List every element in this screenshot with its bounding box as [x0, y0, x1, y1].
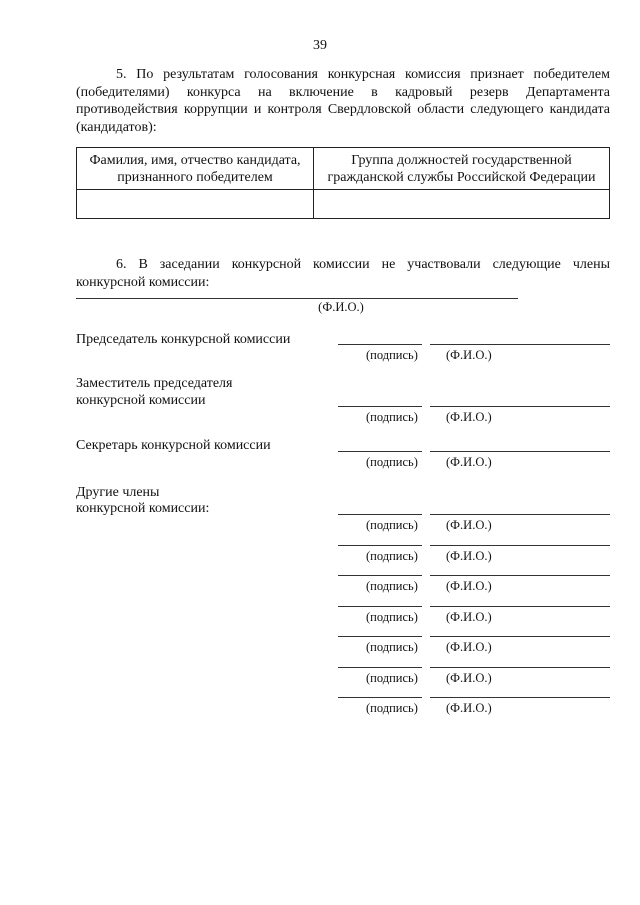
name-line [430, 545, 610, 546]
name-caption: (Ф.И.О.) [446, 640, 492, 654]
name-caption: (Ф.И.О.) [446, 518, 492, 532]
signature-line [338, 575, 422, 576]
signature-line [338, 344, 422, 345]
name-caption: (Ф.И.О.) [446, 410, 492, 424]
name-caption: (Ф.И.О.) [446, 579, 492, 593]
absent-members-caption: (Ф.И.О.) [318, 300, 364, 314]
signature-line [338, 545, 422, 546]
role-secretary: Секретарь конкурсной комиссии [76, 438, 271, 453]
name-caption: (Ф.И.О.) [446, 671, 492, 685]
winners-table [76, 147, 610, 219]
signature-line [338, 451, 422, 452]
role-others-line1: Другие члены [76, 485, 160, 500]
name-caption: (Ф.И.О.) [446, 701, 492, 715]
signature-caption: (подпись) [366, 640, 418, 654]
table-cell-position [314, 190, 610, 219]
name-line [430, 606, 610, 607]
role-chairman: Председатель конкурсной комиссии [76, 332, 291, 347]
signature-caption: (подпись) [366, 701, 418, 715]
table-cell-candidate [77, 190, 314, 219]
paragraph-6: 6. В заседании конкурсной комиссии не участвовали следующие члены конкурсной комиссии: [76, 257, 610, 290]
name-caption: (Ф.И.О.) [446, 455, 492, 469]
signature-caption: (подпись) [366, 348, 418, 362]
name-line [430, 451, 610, 452]
name-caption: (Ф.И.О.) [446, 610, 492, 624]
name-line [430, 406, 610, 407]
table-header-row [77, 148, 610, 190]
header-candidate-name: Фамилия, имя, отчество кандидата, признанного победителем [77, 148, 314, 190]
signature-caption: (подпись) [366, 455, 418, 469]
name-line [430, 514, 610, 515]
signature-line [338, 406, 422, 407]
table-row [77, 190, 610, 219]
signature-caption: (подпись) [366, 410, 418, 424]
name-caption: (Ф.И.О.) [446, 549, 492, 563]
role-deputy-line1: Заместитель председателя [76, 376, 233, 391]
name-line [430, 344, 610, 345]
absent-members-line [76, 298, 518, 299]
header-position-group: Группа должностей государственной гражданской службы Российской Федерации [314, 148, 610, 190]
paragraph-5: 5. По результатам голосования конкурсная комиссия признает победителем (победителями) конкурса на включение в кадровый резерв Департамента противодействия коррупции и контроля Свердловской области следующего кандидата (кандидатов): [76, 67, 610, 135]
signature-caption: (подпись) [366, 518, 418, 532]
name-line [430, 636, 610, 637]
signature-line [338, 667, 422, 668]
signature-line [338, 636, 422, 637]
page-number: 39 [313, 38, 327, 53]
name-line [430, 667, 610, 668]
signature-line [338, 606, 422, 607]
name-line [430, 697, 610, 698]
name-line [430, 575, 610, 576]
signature-caption: (подпись) [366, 549, 418, 563]
signature-line [338, 697, 422, 698]
role-deputy-line2: конкурсной комиссии [76, 393, 206, 408]
signature-line [338, 514, 422, 515]
name-caption: (Ф.И.О.) [446, 348, 492, 362]
signature-caption: (подпись) [366, 610, 418, 624]
signature-caption: (подпись) [366, 671, 418, 685]
role-others-line2: конкурсной комиссии: [76, 501, 210, 516]
signature-caption: (подпись) [366, 579, 418, 593]
